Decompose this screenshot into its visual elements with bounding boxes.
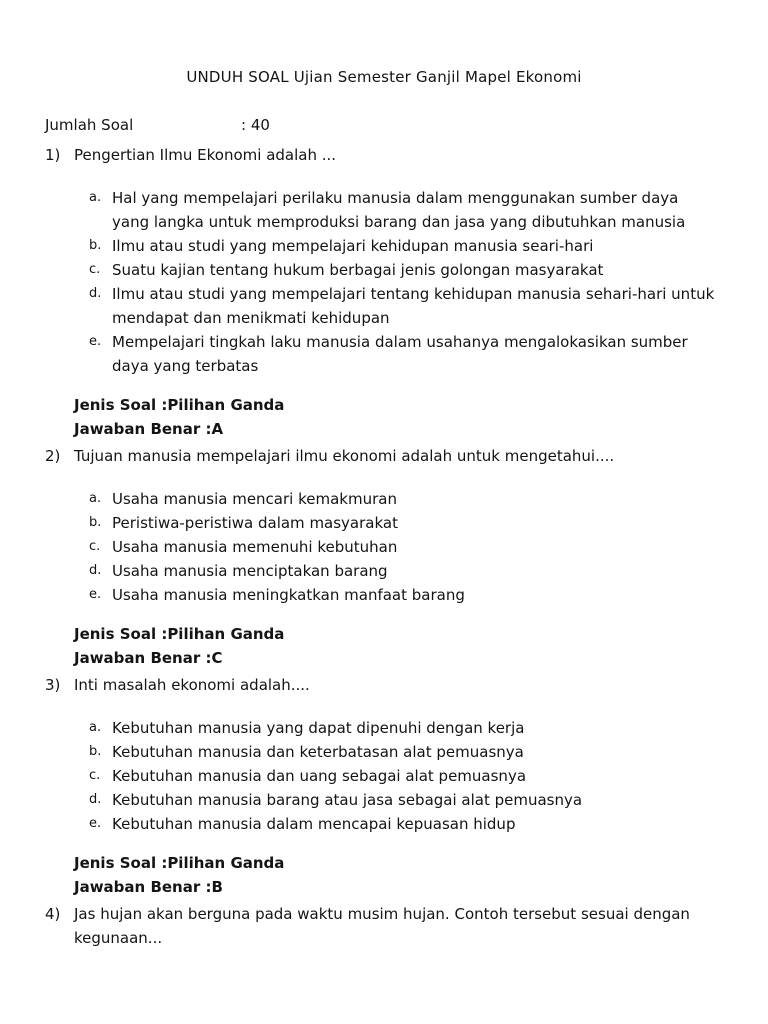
correct-answer: Jawaban Benar :C xyxy=(74,649,223,667)
option-text: Kebutuhan manusia dan uang sebagai alat pemuasnya xyxy=(112,767,527,785)
option-item xyxy=(0,330,720,378)
option-item xyxy=(0,487,720,511)
question-number: 2) xyxy=(45,447,61,465)
correct-answer: Jawaban Benar :B xyxy=(74,878,223,896)
option-text: Ilmu atau studi yang mempelajari tentang kehidupan manusia sehari-hari untuk mendapat dan menikmati kehidupan xyxy=(112,285,715,327)
question-text: Inti masalah ekonomi adalah.... xyxy=(74,676,310,694)
option-letter: d. xyxy=(89,563,102,578)
option-letter: a. xyxy=(89,190,102,205)
option-letter: d. xyxy=(89,286,102,301)
option-letter: b. xyxy=(89,238,102,253)
question-stem xyxy=(0,902,720,950)
document-title: UNDUH SOAL Ujian Semester Ganjil Mapel Ekonomi xyxy=(186,68,582,86)
question-item xyxy=(0,673,768,899)
option-letter: c. xyxy=(89,539,101,554)
question-item xyxy=(0,902,768,950)
option-item xyxy=(0,282,720,330)
option-text: Usaha manusia mencari kemakmuran xyxy=(112,490,397,508)
answer-info xyxy=(0,622,768,670)
option-text: Ilmu atau studi yang mempelajari kehidupan manusia seari-hari xyxy=(112,237,594,255)
correct-answer: Jawaban Benar :A xyxy=(74,420,224,438)
question-count-label: Jumlah Soal xyxy=(45,116,134,134)
option-text: Suatu kajian tentang hukum berbagai jenis golongan masyarakat xyxy=(112,261,604,279)
option-item xyxy=(0,740,720,764)
question-number: 4) xyxy=(45,905,61,923)
option-text: Kebutuhan manusia dalam mencapai kepuasan hidup xyxy=(112,815,516,833)
question-list xyxy=(0,143,768,950)
option-item xyxy=(0,258,720,282)
option-item xyxy=(0,716,720,740)
answer-info xyxy=(0,393,768,441)
question-item xyxy=(0,143,768,441)
option-letter: b. xyxy=(89,744,102,759)
option-item xyxy=(0,812,720,836)
question-type: Jenis Soal :Pilihan Ganda xyxy=(74,396,285,414)
option-letter: a. xyxy=(89,491,102,506)
option-letter: e. xyxy=(89,587,102,602)
option-text: Usaha manusia menciptakan barang xyxy=(112,562,388,580)
question-count xyxy=(45,113,270,137)
option-item xyxy=(0,559,720,583)
option-item xyxy=(0,535,720,559)
question-stem xyxy=(0,673,720,697)
option-item xyxy=(0,788,720,812)
option-item xyxy=(0,511,720,535)
option-letter: a. xyxy=(89,720,102,735)
option-item xyxy=(0,764,720,788)
option-list xyxy=(0,716,768,836)
question-number: 1) xyxy=(45,146,61,164)
option-text: Kebutuhan manusia dan keterbatasan alat pemuasnya xyxy=(112,743,524,761)
question-count-value: : 40 xyxy=(241,116,270,134)
option-text: Usaha manusia memenuhi kebutuhan xyxy=(112,538,398,556)
question-text: Pengertian Ilmu Ekonomi adalah ... xyxy=(74,146,337,164)
option-letter: e. xyxy=(89,334,102,349)
option-list xyxy=(0,186,768,378)
option-text: Usaha manusia meningkatkan manfaat barang xyxy=(112,586,465,604)
option-letter: e. xyxy=(89,816,102,831)
option-item xyxy=(0,234,720,258)
question-text: Tujuan manusia mempelajari ilmu ekonomi adalah untuk mengetahui.... xyxy=(74,447,615,465)
option-text: Kebutuhan manusia yang dapat dipenuhi dengan kerja xyxy=(112,719,525,737)
option-letter: d. xyxy=(89,792,102,807)
option-text: Hal yang mempelajari perilaku manusia dalam menggunakan sumber daya yang langka untuk memproduksi barang dan jasa yang dibutuhkan manusia xyxy=(112,189,686,231)
option-text: Peristiwa-peristiwa dalam masyarakat xyxy=(112,514,398,532)
question-text: Jas hujan akan berguna pada waktu musim hujan. Contoh tersebut sesuai dengan kegunaan... xyxy=(74,905,690,947)
option-list xyxy=(0,487,768,607)
option-letter: b. xyxy=(89,515,102,530)
option-text: Mempelajari tingkah laku manusia dalam usahanya mengalokasikan sumber daya yang terbatas xyxy=(112,333,688,375)
question-number: 3) xyxy=(45,676,61,694)
option-item xyxy=(0,186,720,234)
option-item xyxy=(0,583,720,607)
option-letter: c. xyxy=(89,768,101,783)
question-item xyxy=(0,444,768,670)
option-text: Kebutuhan manusia barang atau jasa sebagai alat pemuasnya xyxy=(112,791,583,809)
question-stem xyxy=(0,444,720,468)
option-letter: c. xyxy=(89,262,101,277)
question-stem xyxy=(0,143,720,167)
question-type: Jenis Soal :Pilihan Ganda xyxy=(74,625,285,643)
answer-info xyxy=(0,851,768,899)
question-type: Jenis Soal :Pilihan Ganda xyxy=(74,854,285,872)
